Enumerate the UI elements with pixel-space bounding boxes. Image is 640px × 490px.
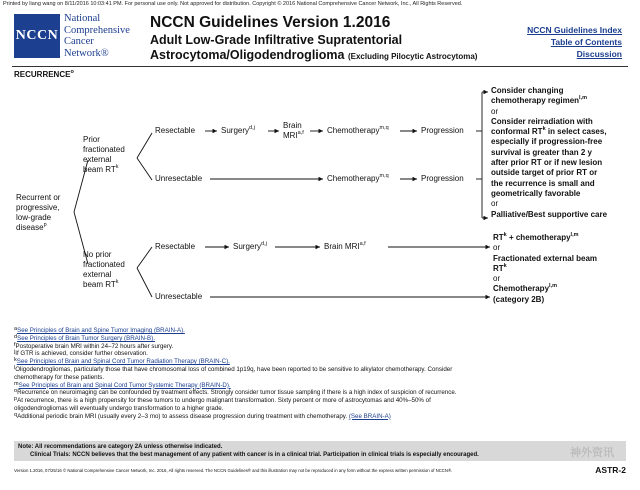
node-line: Brain [283,121,302,130]
option-sup: l,m [549,283,557,290]
subtitle-text: Astrocytoma/Oligodendroglioma [150,48,345,62]
footnote [14,327,457,335]
option-line [493,295,597,305]
subtitle-note: (Excluding Pilocytic Astrocytoma) [347,52,478,61]
option-sup: k [542,126,546,133]
options-no-prior-rt [493,233,597,305]
copyright-footer: Version 1.2016, 07/25/16 © National Comprehensive Cancer Network, Inc. 2016, All rights reserved. The NCCN Guidelines® and this illustration may not be reproduced in any form without the express written permission of NCCN®. [14,468,453,473]
node-sup: d,j [261,241,267,247]
footnote-marker: o [14,388,18,395]
footnote-text: Additional periodic brain MRI (usually every 2–3 mo) to assess disease progression during treatment with chemotherapy. [17,412,348,420]
connector-line [137,158,152,180]
option-line [491,127,607,137]
footnote [14,405,457,413]
option-line [491,158,607,168]
footnote-link[interactable]: See Principles of Brain Tumor Surgery (BRAIN-B). [17,334,155,342]
node-brain-mri [324,242,366,252]
option-line [493,254,597,264]
node-sup: a,f [359,241,366,247]
node-line: progressive, [16,203,60,212]
connector-line [137,268,152,297]
node-surgery [221,126,255,136]
node-sup: d,j [249,125,255,131]
option-line [493,233,597,243]
footnote-text: Oligodendrogliomas, particularly those that have chromosomal loss of combined 1p19q, have been reported to be sensitive to alkylator chemotherapy. Consider [15,365,453,373]
footnote [14,389,457,397]
footnote [14,366,457,374]
node-sup: k [115,279,119,285]
footnote-link[interactable]: (See BRAIN-A) [348,412,391,420]
option-line [493,274,597,284]
node-sup: a,f [297,130,304,136]
node-text: Surgery [233,242,262,251]
node-sup: m,q [379,173,389,179]
option-sup: k [503,232,507,238]
logo-line: Network® [64,47,109,59]
node-text: Surgery [221,126,250,135]
option-text: (category 2B) [493,294,545,304]
footnote-marker: j [14,349,16,356]
node-line [16,223,60,233]
section-sup: o [70,69,74,75]
option-text: outside target of prior RT or [491,168,598,178]
option-text: survival is greater than 2 y [491,147,592,157]
option-text: after prior RT or if new lesion [491,158,603,168]
option-text: Consider reirradiation with [491,116,593,126]
option-text: the recurrence is small and [491,178,595,188]
option-text: conformal RT [491,127,543,137]
option-line [491,137,607,147]
connector-line [137,247,152,268]
option-line [491,179,607,189]
node-resectable: Resectable [155,242,196,251]
option-text: or [491,199,499,209]
option-text: or [493,274,501,284]
option-line [491,168,607,178]
node-line: external [83,155,112,164]
footnote-marker: d [14,333,18,340]
node-text: Chemotherapy [327,126,380,135]
node-line: external [83,270,112,279]
footnote-text: Recurrence on neuroimaging can be confounded by treatment effects. Strongly consider tumor tissue sampling if there is a high index of suspicion of recurrence. [17,389,457,397]
option-sup: l,m [579,95,587,102]
logo-line: National [64,13,101,24]
footnote-text: Postoperative brain MRI within 24–72 hours after surgery. [15,342,174,350]
option-line [491,210,607,220]
node-brain-mri [283,121,304,141]
logo-line: Comprehensive [64,24,130,36]
option-text-tail: + chemotherapy [506,233,571,242]
footnote-text: If GTR is achieved, consider further observation. [15,350,148,358]
node-text: Brain MRI [324,242,360,251]
node-unresectable: Unresectable [155,174,203,183]
node-resectable: Resectable [155,126,196,135]
guideline-subtitle: Adult Low-Grade Infiltrative Supratentorial [150,33,403,47]
footnote-marker: m [14,380,19,387]
option-line [491,107,607,117]
node-text: disease [16,223,44,232]
node-line: fractionated [83,145,125,154]
node-sup: m,q [379,125,389,131]
node-line: Recurrent or [16,193,61,202]
footnote-text: oligodendrogliomas will eventually undergo transformation to a higher grade. [14,404,224,412]
footnote [14,358,457,366]
option-text: especially if progression-free [491,137,603,147]
footnote-link[interactable]: See Principles of Brain and Spinal Cord Tumor Systemic Therapy (BRAIN-D). [18,381,231,389]
option-line [493,284,597,294]
node-text: Chemotherapy [327,174,380,183]
node-text: MRI [283,131,298,140]
option-text: RT [493,233,504,242]
node-line: fractionated [83,260,125,269]
footnote [14,413,457,421]
page-id: ASTR-2 [595,465,626,475]
footnote-marker: l [14,364,16,371]
node-surgery [233,242,267,252]
option-text: or [491,106,499,116]
node-line [83,165,125,175]
note-box [14,441,626,461]
options-prior-rt [491,86,607,220]
footnote-marker: q [14,411,18,418]
footnote-link[interactable]: See Principles of Brain and Spine Tumor Imaging (BRAIN-A). [17,327,185,334]
node-text: beam RT [83,280,116,289]
node-progression: Progression [421,126,464,135]
footnotes [14,327,457,421]
guidelines-index-link[interactable]: NCCN Guidelines Index [527,25,622,35]
note-line: Note: All recommendations are category 2A unless otherwise indicated. [18,444,223,450]
option-text: Chemotherapy [493,284,550,294]
logo-line: Cancer [64,36,94,47]
node-progression: Progression [421,174,464,183]
option-line [493,243,597,253]
node-text: beam RT [83,165,116,174]
option-line [491,96,607,106]
node-chemotherapy [327,126,389,136]
option-line [493,264,597,274]
footnote [14,335,457,343]
option-text: geometrically favorable [491,188,581,198]
node-sup: p [43,222,47,228]
node-line [83,280,125,290]
option-line [491,117,607,127]
option-sup: k [503,262,507,269]
option-text: Palliative/Best supportive care [491,209,608,219]
option-sup: l,m [570,232,579,238]
node-chemotherapy [327,174,389,184]
option-text: Consider changing [491,86,564,95]
node-unresectable: Unresectable [155,292,203,301]
table-of-contents-link[interactable]: Table of Contents [550,37,622,47]
footnote-marker: p [14,396,18,403]
print-notice: Printed by liang wang on 8/11/2016 10:03:41 PM. For personal use only. Not approved for distribution. Copyright © 2016 National Comprehensive Cancer Network, Inc., All Rights Reserved. [3,1,463,7]
node-no-prior-rt [83,250,125,290]
watermark: 神外资讯 [570,447,614,459]
node-recurrent-disease [16,193,60,233]
option-text: RT [493,263,504,273]
option-text: chemotherapy regimen [491,96,580,106]
node-prior-rt [83,135,125,175]
clinical-trials-note: Clinical Trials: NCCN believes that the best management of any patient with cancer is in a clinical trial. Participation in clinical trials is especially encouraged. [30,452,479,458]
option-line [491,189,607,199]
guideline-title: NCCN Guidelines Version 1.2016 [150,14,391,31]
footnote-marker: a [14,326,18,332]
footnote-link[interactable]: See Principles of Brain and Spinal Cord Tumor Radiation Therapy (BRAIN-C). [16,358,230,366]
connector-line [137,133,152,158]
option-line [491,86,607,96]
section-label: RECURRENCE [14,70,71,79]
footnote [14,374,457,382]
option-text: Fractionated external beam [493,253,598,263]
option-text: or [493,243,501,253]
nccn-logo: NCCN [14,14,60,58]
footnote-text: At recurrence, there is a high propensity for these tumors to undergo malignant transformation. Sixty percent or more of astrocytomas and 40%–50% of [17,397,431,405]
node-line [283,131,304,141]
node-line: No prior [83,250,112,259]
node-line: Prior [83,135,100,144]
node-sup: k [115,164,119,170]
discussion-link[interactable]: Discussion [576,49,622,59]
footnote-text: chemotherapy for these patients. [14,373,105,381]
footnote [14,397,457,405]
footnote-marker: f [14,341,16,348]
option-text-tail: in select cases, [545,127,607,137]
option-line [491,148,607,158]
node-line: low-grade [16,213,52,222]
option-line [491,199,607,209]
footnote-marker: k [14,357,17,364]
